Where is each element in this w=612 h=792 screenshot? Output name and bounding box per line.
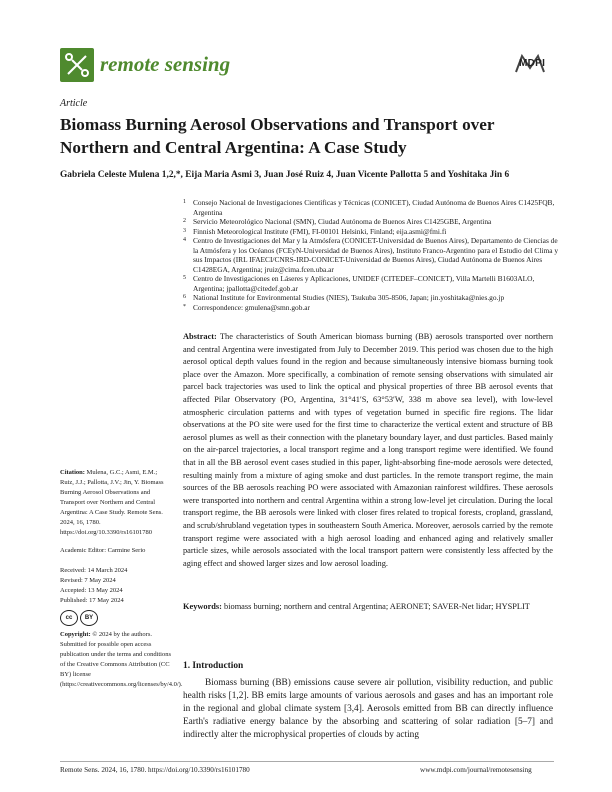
affiliation-item: 1 Consejo Nacional de Investigaciones Científicas y Técnicas (CONICET), Ciudad Autónoma de Buenos Aires C1425FQB, Argentina bbox=[183, 198, 555, 217]
footer-divider bbox=[60, 761, 554, 762]
affiliation-item: 5 Centro de Investigaciones en Láseres y Aplicaciones, UNIDEF (CITEDEF–CONICET), Villa Martelli B1603ALO, Argentina; jpallotta@citedef.gob.ar bbox=[183, 274, 535, 293]
footer-citation: Remote Sens. 2024, 16, 1780. https://doi.org/10.3390/rs16101780 bbox=[60, 766, 250, 774]
section-heading: 1. Introduction bbox=[183, 661, 244, 671]
received-date: Received: 14 March 2024 bbox=[60, 567, 128, 574]
footer-journal-url[interactable]: www.mdpi.com/journal/remotesensing bbox=[420, 766, 532, 774]
affiliation-item: 3 Finnish Meteorological Institute (FMI), FI-00101 Helsinki, Finland; eija.asmi@fmi.fi bbox=[183, 226, 447, 236]
abstract bbox=[183, 331, 553, 570]
sidebar bbox=[60, 468, 183, 690]
academic-editor: Academic Editor: Carmine Serio bbox=[60, 547, 146, 554]
publisher-name: MDPI bbox=[519, 58, 546, 69]
journal-name: remote sensing bbox=[100, 52, 231, 76]
citation: Citation: Mulena, G.C.; Asmi, E.M.; Ruiz, J.J.; Pallotta, J.V.; Jin, Y. Biomass Burning Aerosol Observations and Transport over Northern and Central Argentina: A Case Study. Remote Sens. 2024, 16, 1780. https://doi.org/10.3390/rs16101780 bbox=[60, 469, 164, 536]
affiliation-item: 4 Centro de Investigaciones del Mar y la Atmósfera (CONICET-Universidad de Buenos Aires), Departamento de Ciencias de la Atmósfera y los Océanos (FCEyN-Universidad de Buenos Aires), Instituto Franco-Argentino para el Estudio del Clima y sus Impactos (IRL IFAECI/CNRS-IRD-CONICET-Universidad de Buenos Aires), Ciudad Autónoma de Buenos Aires C1428EGA, Argentina; jruiz@cima.fcen.uba.ar bbox=[183, 236, 559, 274]
published-date: Published: 17 May 2024 bbox=[60, 597, 124, 604]
affiliation-item: 6 National Institute for Environmental Studies (NIES), Tsukuba 305-8506, Japan; jin.yoshitaka@nies.go.jp bbox=[183, 293, 505, 302]
keywords-text: biomass burning; northern and central Argentina; AERONET; SAVER-Net lidar; HYSPLIT bbox=[224, 602, 530, 611]
article-title: Biomass Burning Aerosol Observations and Transport over Northern and Central Argentina: A Case Study bbox=[60, 115, 495, 157]
copyright: Copyright: © 2024 by the authors. Submitted for possible open access publication under the terms and conditions of the Creative Commons Attribution (CC BY) license (https://creativecommons.org/licenses/by/4.0/). bbox=[60, 631, 183, 688]
accepted-date: Accepted: 13 May 2024 bbox=[60, 587, 123, 594]
intro-paragraph: Biomass burning (BB) emissions cause severe air pollution, visibility reduction, and public health risks [1,2]. BB emits large amounts of various aerosols and gases and has an important role in the regional and global climate system [3,4]. Aerosols emitted from BB can directly influence Earth's radiative energy balance by the absorbing and scattering of solar radiation [5–7] and indirectly alter the microphysical properties of clouds by acting bbox=[183, 678, 553, 740]
keywords-label: Keywords: bbox=[183, 602, 222, 611]
revised-date: Revised: 7 May 2024 bbox=[60, 577, 116, 584]
abstract-label: Abstract: bbox=[183, 332, 217, 341]
article-type: Article bbox=[60, 98, 88, 109]
cc-by-license-icon[interactable]: cc BY bbox=[60, 610, 100, 624]
keywords bbox=[183, 601, 553, 614]
affiliation-item: 2 Servicio Meteorológico Nacional (SMN), Ciudad Autónoma de Buenos Aires C1425GBE, Argentina bbox=[183, 217, 492, 226]
author-list: Gabriela Celeste Mulena 1,2,*, Eija Maria Asmi 3, Juan José Ruiz 4, Juan Vicente Pallotta 5 and Yoshitaka Jin 6 bbox=[60, 170, 510, 180]
abstract-text: The characteristics of South American biomass burning (BB) aerosols transported over northern and central Argentina were investigated from July to December 2019. This period was chosen due to the high aerosol optical depth values found in the region and because simultaneously intensive biomass burning took place over the Amazon. More specifically, a combination of remote sensing observations with simulated air parcel back trajectories was used to link the optical and physical properties of three BB aerosol events that affected Pilar Observatory (PO, Argentina, 31°41′S, 63°53′W, 338 m above sea level), with low-level atmospheric circulation patterns and with types of vegetation burned in specific fire regions. The lidar observations at the PO site were used for the first time to characterize the vertical extent and structure of BB aerosol plumes as well as their connection with the planetary boundary layer, and dust particles. Based mainly on the air-parcel trajectories, a local transport regime and a long transport regime were identified. We found that in all the BB aerosol event cases studied in this paper, light-absorbing fine-mode aerosols were detected, resulting mainly from a mixture of aging smoke and dust particles. In the remote transport regime, the main sources of the BB aerosols reaching PO were associated with Amazonian rainforest wildfires. These aerosols were transported into northern and central Argentina within a strong low-level jet circulation. During the local transport regime, the BB aerosols were linked with closer fires related to tropical forests, cropland, grassland, and scrub/shrubland vegetation types in southeastern South America. Moreover, aerosols carried by the remote transport regime were associated with a high aerosol loading and enhanced aging and relatively smaller particle sizes, while aerosols associated with the local transport pattern were consistently less affected by the aging effect and showed larger sizes and low aerosol loading. bbox=[183, 332, 554, 568]
correspondence: * Correspondence: gmulena@smn.gob.ar bbox=[183, 302, 311, 312]
affiliations bbox=[183, 198, 563, 312]
journal-logo-icon bbox=[60, 48, 94, 82]
